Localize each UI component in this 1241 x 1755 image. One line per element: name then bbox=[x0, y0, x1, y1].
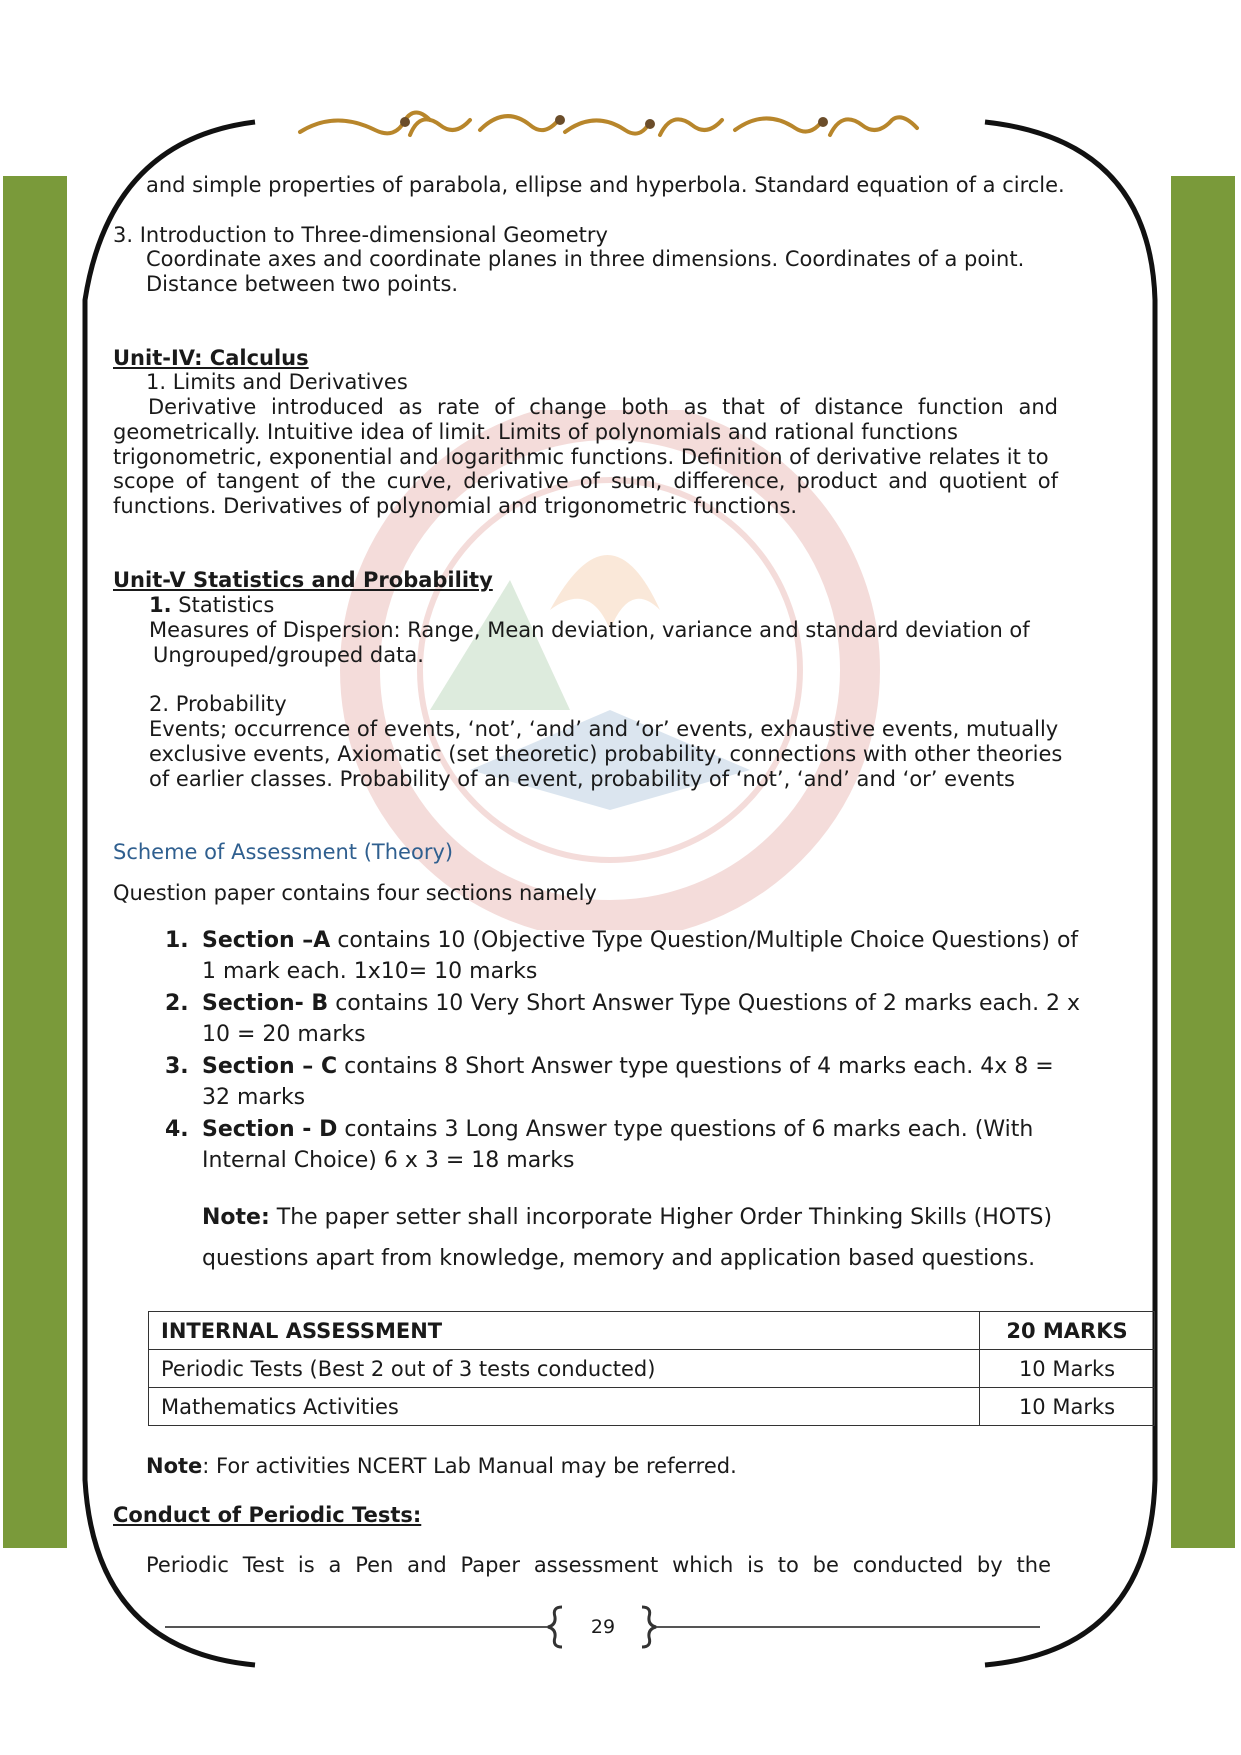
probability-subheading: 2. Probability bbox=[149, 692, 287, 716]
statistics-line-1: Measures of Dispersion: Range, Mean deviation, variance and standard deviation of bbox=[149, 618, 1030, 642]
section-b-text: contains 10 Very Short Answer Type Questions of 2 marks each. 2 x 10 = 20 marks bbox=[202, 991, 1081, 1047]
hots-note-line-2: questions apart from knowledge, memory and application based questions. bbox=[202, 1246, 1036, 1271]
statistics-subheading bbox=[149, 593, 274, 618]
item-number: 2. bbox=[165, 991, 189, 1016]
unit-5-heading: Unit-V Statistics and Probability bbox=[113, 568, 493, 592]
section-d-text: contains 3 Long Answer type questions of 6 marks each. (With Internal Choice) 6 x 3 = 18 marks bbox=[202, 1117, 1034, 1173]
hots-note-line-1 bbox=[202, 1205, 1052, 1230]
three-d-line-1: Coordinate axes and coordinate planes in three dimensions. Coordinates of a point. bbox=[146, 247, 1025, 271]
note-text: The paper setter shall incorporate Higher Order Thinking Skills (HOTS) bbox=[269, 1205, 1053, 1230]
item-number: 1. bbox=[165, 928, 189, 953]
page-number: 29 bbox=[590, 1616, 616, 1638]
note-label: Note: bbox=[202, 1205, 270, 1230]
table-cell-marks: 20 MARKS bbox=[980, 1312, 1155, 1350]
table-cell-marks: 10 Marks bbox=[980, 1350, 1155, 1388]
scheme-of-assessment-heading: Scheme of Assessment (Theory) bbox=[113, 840, 454, 864]
table-cell-marks: 10 Marks bbox=[980, 1388, 1155, 1426]
unit-4-heading: Unit-IV: Calculus bbox=[113, 346, 309, 370]
statistics-number: 1. bbox=[149, 593, 172, 617]
limits-derivatives-subheading: 1. Limits and Derivatives bbox=[146, 370, 408, 394]
section-d-label: Section - D bbox=[202, 1117, 338, 1142]
list-item bbox=[165, 1051, 1085, 1113]
continuation-line: and simple properties of parabola, ellipse and hyperbola. Standard equation of a circle. bbox=[146, 173, 1065, 197]
table-row bbox=[149, 1388, 1155, 1426]
section-a-label: Section –A bbox=[202, 928, 331, 953]
conduct-periodic-tests-heading: Conduct of Periodic Tests: bbox=[113, 1503, 422, 1527]
note-text: : For activities NCERT Lab Manual may be referred. bbox=[202, 1454, 737, 1478]
probability-line-2: exclusive events, Axiomatic (set theoretic) probability, connections with other theories bbox=[149, 742, 1063, 766]
probability-line-1: Events; occurrence of events, ‘not’, ‘and’ and ‘or’ events, exhaustive events, mutually bbox=[149, 717, 1059, 741]
note-label: Note bbox=[146, 1454, 203, 1478]
calculus-text-line-4: scope of tangent of the curve, derivative of sum, difference, product and quotient of bbox=[113, 469, 1058, 493]
section-b-label: Section- B bbox=[202, 991, 329, 1016]
gold-scroll-ornament-icon bbox=[295, 100, 935, 150]
statistics-title: Statistics bbox=[178, 593, 275, 617]
table-row bbox=[149, 1350, 1155, 1388]
right-brace-icon bbox=[642, 1607, 656, 1647]
sections-list bbox=[165, 925, 1085, 1177]
periodic-test-line: Periodic Test is a Pen and Paper assessment which is to be conducted by the bbox=[146, 1553, 1051, 1577]
calculus-text-line-1: Derivative introduced as rate of change both as that of distance function and bbox=[148, 395, 1058, 419]
left-brace-icon bbox=[548, 1607, 562, 1647]
item-number: 3. bbox=[165, 1054, 189, 1079]
section-c-label: Section – C bbox=[202, 1054, 338, 1079]
list-item bbox=[165, 988, 1085, 1050]
calculus-text-line-5: functions. Derivatives of polynomial and trigonometric functions. bbox=[113, 494, 798, 518]
scheme-intro: Question paper contains four sections namely bbox=[113, 881, 597, 905]
section-c-text: contains 8 Short Answer type questions of 4 marks each. 4x 8 = 32 marks bbox=[202, 1054, 1054, 1110]
statistics-line-2: Ungrouped/grouped data. bbox=[153, 643, 424, 667]
calculus-text-line-3: trigonometric, exponential and logarithmic functions. Definition of derivative relates it to bbox=[113, 445, 1049, 469]
table-row bbox=[149, 1312, 1155, 1350]
probability-line-3: of earlier classes. Probability of an event, probability of ‘not’, ‘and’ and ‘or’ events bbox=[149, 767, 1015, 791]
table-cell-label: Mathematics Activities bbox=[149, 1388, 980, 1426]
table-cell-label: INTERNAL ASSESSMENT bbox=[149, 1312, 980, 1350]
table-cell-label: Periodic Tests (Best 2 out of 3 tests conducted) bbox=[149, 1350, 980, 1388]
section-a-text: contains 10 (Objective Type Question/Multiple Choice Questions) of 1 mark each. 1x10= 10 marks bbox=[202, 928, 1079, 984]
activities-note bbox=[146, 1454, 737, 1479]
list-item bbox=[165, 1114, 1085, 1176]
item-number: 4. bbox=[165, 1117, 189, 1142]
internal-assessment-table bbox=[148, 1311, 1155, 1426]
list-item bbox=[165, 925, 1085, 987]
calculus-text-line-2: geometrically. Intuitive idea of limit. Limits of polynomials and rational functions bbox=[113, 420, 958, 444]
three-d-line-2: Distance between two points. bbox=[146, 272, 459, 296]
three-d-geometry-heading: 3. Introduction to Three-dimensional Geometry bbox=[113, 223, 608, 247]
